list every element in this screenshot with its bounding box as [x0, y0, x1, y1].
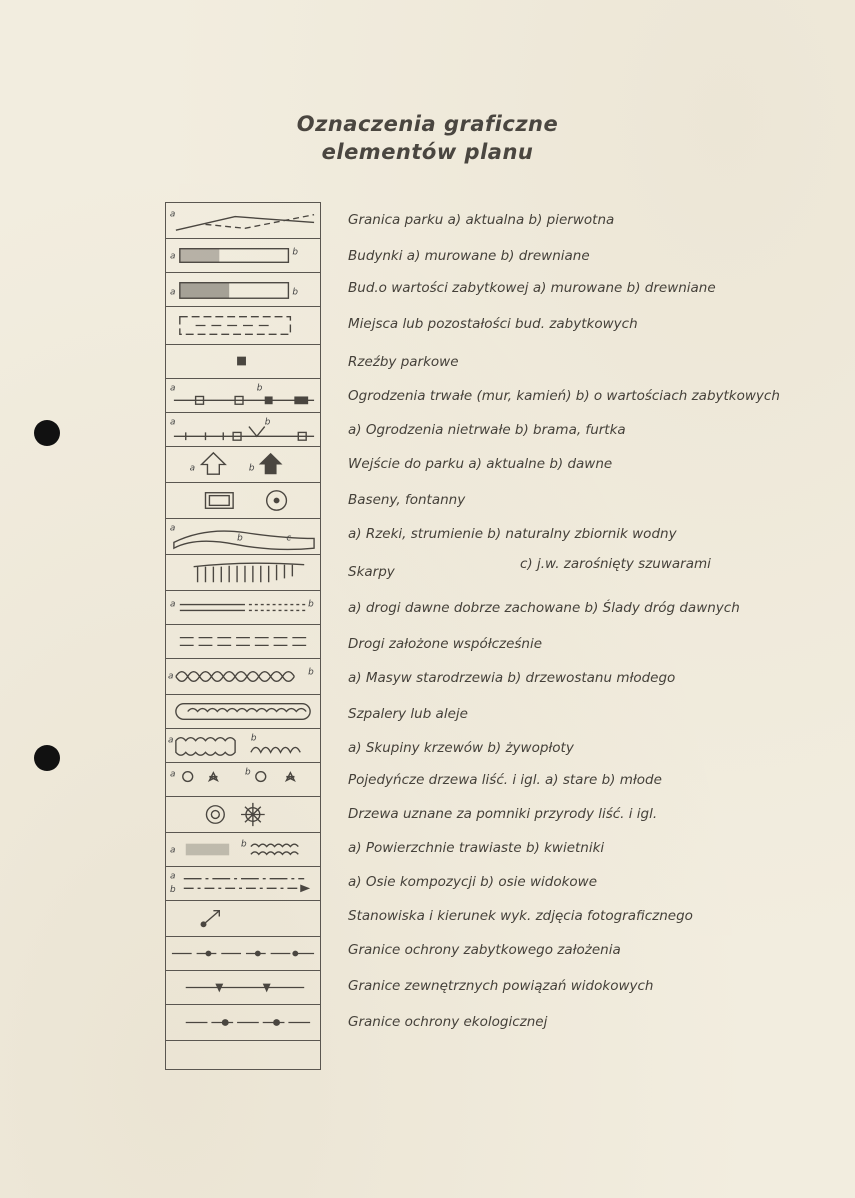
legend-text-23: Granice ochrony ekologicznej	[348, 1014, 548, 1030]
legend-text-8: Baseny, fontanny	[348, 492, 466, 508]
mark-a: a	[169, 871, 176, 882]
legend-text-14: Szpalery lub aleje	[348, 706, 468, 722]
symbol-building-remnants	[166, 307, 320, 345]
mark-b: b	[264, 417, 271, 428]
mark-a: a	[169, 599, 176, 610]
legend-text-2: Bud.o wartości zabytkowej a) murowane b) drewniane	[348, 280, 716, 296]
mark-b: b	[169, 885, 176, 896]
mark-a: a	[169, 769, 176, 780]
mark-a: a	[169, 209, 176, 220]
mark-b: b	[237, 533, 243, 544]
symbol-natural-monument-trees	[166, 797, 320, 833]
mark-a: a	[169, 523, 176, 534]
mark-a: a	[169, 383, 176, 394]
mark-b: b	[292, 247, 298, 258]
legend-text-6: a) Ogrodzenia nietrwałe b) brama, furtka	[348, 422, 626, 438]
legend-text-3: Miejsca lub pozostałości bud. zabytkowych	[348, 316, 638, 332]
mark-a: a	[169, 287, 176, 298]
legend-symbol-column	[165, 202, 321, 1070]
punch-hole-bottom	[34, 745, 60, 771]
symbol-escarpments	[166, 555, 320, 591]
mark-a: a	[189, 463, 196, 474]
symbol-park-border	[166, 203, 320, 239]
symbol-temporary-fences	[166, 413, 320, 447]
mark-c: c	[286, 533, 292, 544]
symbol-old-roads	[166, 591, 320, 625]
symbol-shrubs-hedges	[166, 729, 320, 763]
symbol-park-entrances	[166, 447, 320, 483]
legend-text-5: Ogrodzenia trwałe (mur, kamień) b) o wartościach zabytkowych	[348, 388, 780, 404]
symbol-ecological-border	[166, 1005, 320, 1041]
symbol-modern-roads	[166, 625, 320, 659]
legend-text-16: Pojedyńcze drzewa liść. i igl. a) stare b) młode	[348, 772, 662, 788]
legend-text-0: Granica parku a) aktualna b) pierwotna	[348, 212, 615, 228]
symbol-empty-row	[166, 1041, 320, 1069]
symbol-axes	[166, 867, 320, 901]
mark-b: b	[250, 733, 257, 744]
mark-b: b	[308, 599, 314, 610]
mark-b: b	[248, 463, 255, 474]
legend-text-7: Wejście do parku a) aktualne b) dawne	[348, 456, 613, 472]
legend-text-20: Stanowiska i kierunek wyk. zdjęcia fotograficznego	[348, 908, 693, 924]
legend-text-4: Rzeźby parkowe	[348, 354, 459, 370]
symbol-photo-stations	[166, 901, 320, 937]
mark-b: b	[308, 667, 314, 678]
mark-a: a	[167, 735, 174, 746]
symbol-permanent-fences	[166, 379, 320, 413]
mark-b: b	[244, 767, 251, 778]
legend-text-13: a) Masyw starodrzewia b) drzewostanu młodego	[348, 670, 676, 686]
symbol-pools-fountains	[166, 483, 320, 519]
legend-text-9: a) Rzeki, strumienie b) naturalny zbiornik wodny	[348, 526, 677, 542]
legend-text-18: a) Powierzchnie trawiaste b) kwietniki	[348, 840, 605, 856]
legend-text-11: a) drogi dawne dobrze zachowane b) Ślady dróg dawnych	[348, 600, 740, 616]
symbol-sculptures	[166, 345, 320, 379]
legend-text-9c: c) j.w. zarośnięty szuwarami	[520, 556, 711, 572]
mark-b: b	[292, 287, 298, 298]
symbol-alleys	[166, 695, 320, 729]
mark-a: a	[167, 671, 174, 682]
symbol-historic-buildings	[166, 273, 320, 307]
legend-text-22: Granice zewnętrznych powiązań widokowych	[348, 978, 654, 994]
symbol-historic-protection-border	[166, 937, 320, 971]
mark-b: b	[241, 839, 247, 850]
mark-a: a	[169, 417, 176, 428]
page-title-line1: Oznaczenia graficzne	[296, 112, 559, 136]
legend-text-12: Drogi założone współcześnie	[348, 636, 543, 652]
legend-text-19: a) Osie kompozycji b) osie widokowe	[348, 874, 597, 890]
legend-text-1: Budynki a) murowane b) drewniane	[348, 248, 590, 264]
page-title-line2: elementów planu	[321, 140, 534, 164]
legend-text-15: a) Skupiny krzewów b) żywopłoty	[348, 740, 574, 756]
symbol-rivers-water	[166, 519, 320, 555]
symbol-lawns-flowerbeds	[166, 833, 320, 867]
legend-text-21: Granice ochrony zabytkowego założenia	[348, 942, 621, 958]
legend-text-10: Skarpy	[348, 564, 395, 580]
mark-b: b	[256, 383, 263, 394]
legend-text-17: Drzewa uznane za pomniki przyrody liść. i igl.	[348, 806, 658, 822]
symbol-tree-masses	[166, 659, 320, 695]
symbol-buildings	[166, 239, 320, 273]
punch-hole-top	[34, 420, 60, 446]
mark-a: a	[169, 845, 176, 856]
symbol-external-view-border	[166, 971, 320, 1005]
symbol-single-trees	[166, 763, 320, 797]
mark-a: a	[169, 251, 176, 262]
